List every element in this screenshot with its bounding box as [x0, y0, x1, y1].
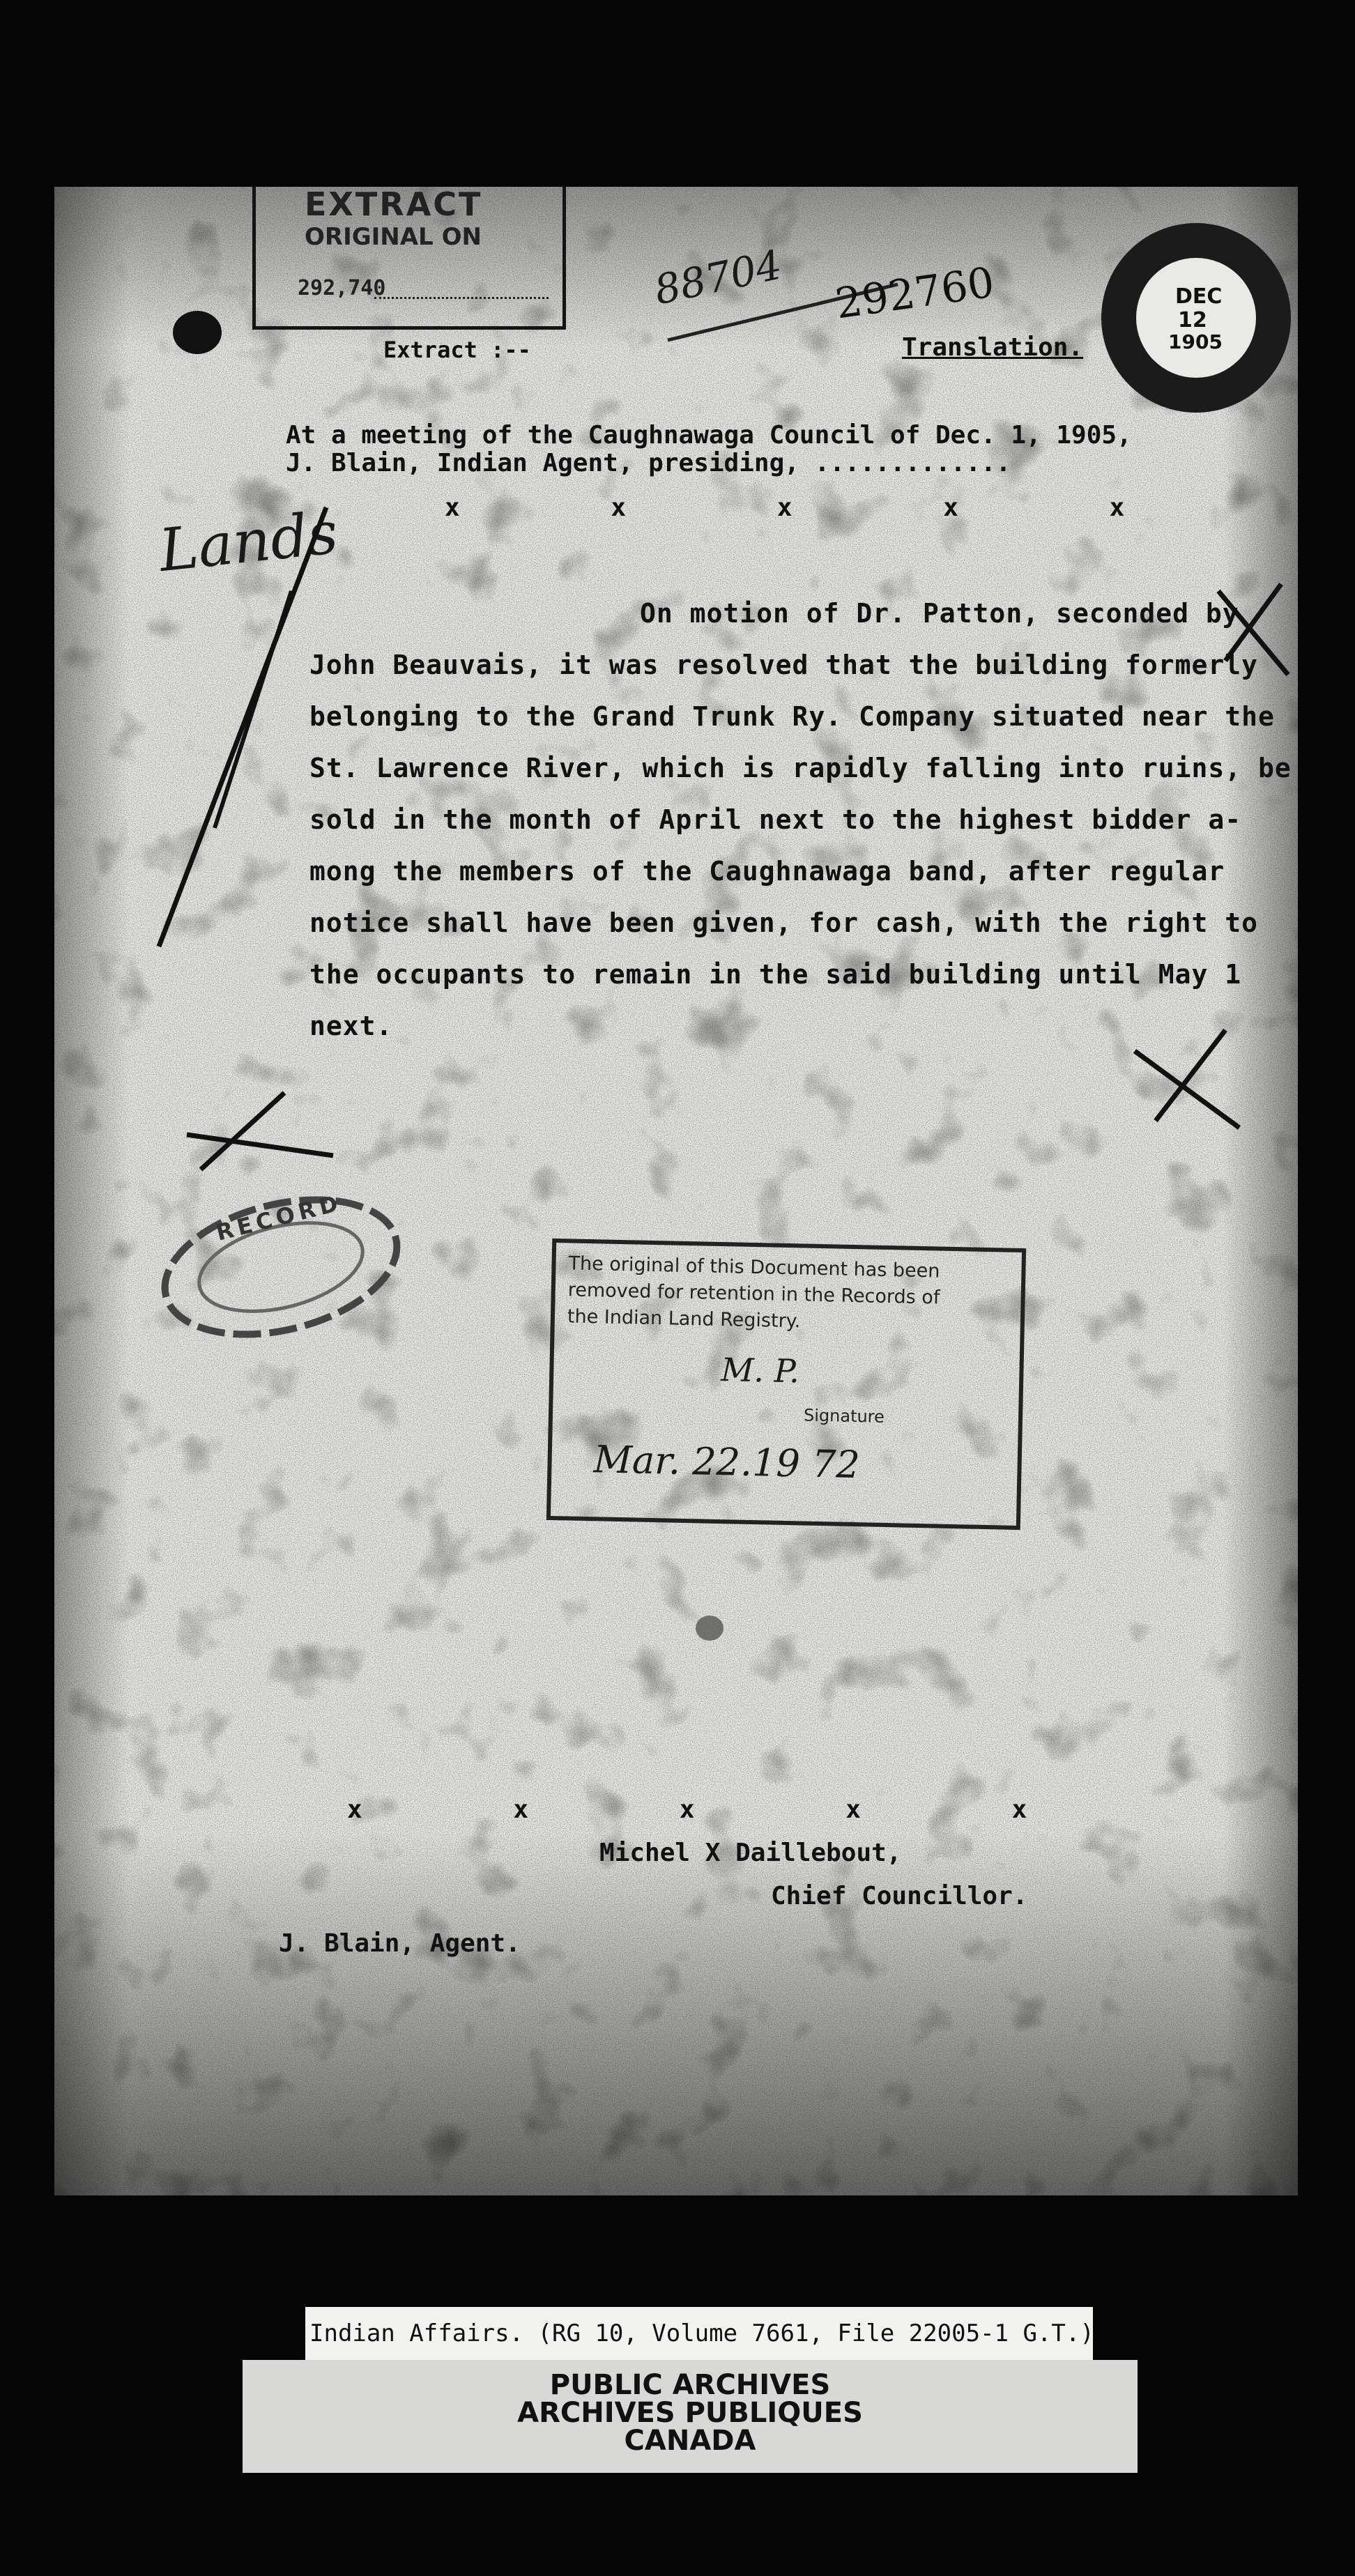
- body-line-8: the occupants to remain in the said building until May 1: [309, 959, 1242, 990]
- body-line-6: mong the members of the Caughnawaga band, after regular: [309, 856, 1225, 887]
- body-line-9: next.: [309, 1011, 393, 1041]
- removal-notice-line-2: removed for retention in the Records of: [567, 1279, 940, 1309]
- body-line-2: John Beauvais, it was resolved that the building formerly: [309, 650, 1259, 680]
- document-page: [54, 187, 1298, 2195]
- translation-label: Translation.: [902, 333, 1084, 362]
- extract-stamp: [252, 187, 566, 330]
- removal-notice-signature-label: Signature: [803, 1405, 885, 1427]
- handwritten-number: 88704: [650, 240, 786, 314]
- x-mark-right-top: [1211, 577, 1295, 682]
- extract-stamp-dotted-line: [374, 297, 549, 299]
- body-line-1: On motion of Dr. Patton, seconded by: [640, 598, 1239, 629]
- removal-notice-line-3: the Indian Land Registry.: [567, 1305, 801, 1333]
- extract-label: Extract :--: [383, 337, 531, 363]
- body-line-4: St. Lawrence River, which is rapidly falling into ruins, be: [309, 753, 1292, 783]
- oval-stamp-label: RECORD: [213, 1189, 345, 1246]
- margin-note: Lands: [155, 498, 342, 585]
- body-line-3: belonging to the Grand Trunk Ry. Company situated near the: [309, 701, 1275, 732]
- removal-notice-line-1: The original of this Document has been: [568, 1252, 940, 1282]
- ink-smudge: [696, 1616, 724, 1641]
- received-stamp-month: DEC: [1175, 284, 1223, 309]
- meeting-line-1: At a meeting of the Caughnawaga Council of Dec. 1, 1905,: [286, 421, 1132, 450]
- removal-notice-box: [546, 1239, 1026, 1530]
- file-number: 292760: [832, 258, 997, 329]
- meeting-line-2: J. Blain, Indian Agent, presiding, .............: [286, 449, 1011, 477]
- archives-label-line-1: PUBLIC ARCHIVES: [549, 2369, 831, 2401]
- received-stamp: [1101, 223, 1291, 413]
- archive-reference-strip: [305, 2307, 1093, 2360]
- received-stamp-year: 1905: [1168, 330, 1223, 353]
- extract-stamp-subtitle: ORIGINAL ON: [305, 223, 482, 251]
- archives-label: [243, 2360, 1138, 2473]
- archive-reference-text: Indian Affairs. (RG 10, Volume 7661, File 22005-1 G.T.): [309, 2320, 1094, 2347]
- signatory-title: Chief Councillor.: [771, 1882, 1028, 1910]
- agent-name: J. Blain, Agent.: [279, 1929, 521, 1958]
- signatory-name: Michel X Daillebout,: [599, 1839, 902, 1867]
- x-mark-left: [180, 1079, 347, 1176]
- removal-notice-initials: M. P.: [720, 1351, 800, 1390]
- archives-label-line-2: ARCHIVES PUBLIQUES: [517, 2397, 863, 2429]
- body-line-7: notice shall have been given, for cash, with the right to: [309, 907, 1259, 938]
- received-stamp-day: 12: [1178, 308, 1207, 332]
- punch-hole: [173, 311, 222, 354]
- separator-marks-bottom: x x x x x: [347, 1795, 1027, 1824]
- extract-stamp-number: 292,740: [298, 276, 386, 300]
- extract-stamp-title: EXTRACT: [305, 187, 483, 223]
- archives-label-line-3: CANADA: [624, 2425, 756, 2457]
- body-line-5: sold in the month of April next to the highest bidder a-: [309, 804, 1242, 835]
- separator-marks-top: x x x x x: [445, 493, 1125, 522]
- removal-notice-date: Mar. 22.19 72: [593, 1437, 861, 1487]
- x-mark-right-lower: [1128, 1023, 1246, 1135]
